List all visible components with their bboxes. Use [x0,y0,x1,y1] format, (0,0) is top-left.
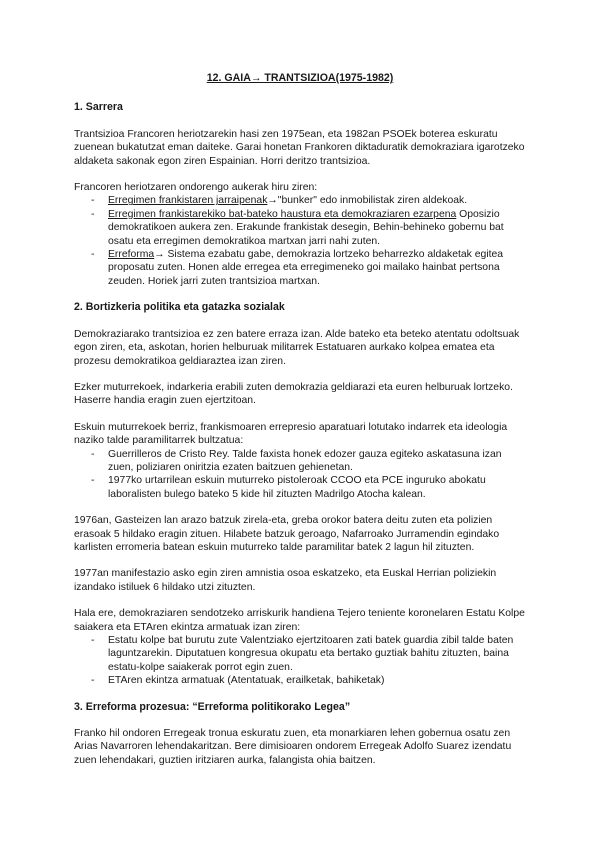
list-item [91,474,526,501]
section-heading-bortizkeria: 2. Bortizkeria politika eta gatazka sozialak [74,301,285,314]
list-dash: - [91,448,95,460]
list-item-text: 1977ko urtarrilean eskuin muturreko pistoleroak CCOO eta PCE inguruko abokatu laboralisten bulego bateko 5 kide hil zituzten Madrilgo Atocha kalean. [108,475,486,500]
list-dash: - [91,675,95,687]
list-item [91,194,526,207]
paragraph: Franko hil ondoren Erregeak tronua eskuratu zuen, eta monarkiaren lehen gobernua osatu zen Arias Navarroren lehendakaritzan. Bere dimisioaren ondorem Erregeak Adolfo Suarez izendatu zuen lehendakari, guztien iritziaren aurka, falangista ohia baitzen. [74,728,512,766]
paragraph: Francoren heriotzaren ondorengo aukerak hiru ziren: [74,182,318,194]
paragraph: Ezker muturrekoek, indarkeria erabili zuten demokrazia geldiarazi eta euren helburuak lortzeko. Haserre handia eragin zuen ejertzitoan. [74,381,513,407]
list-item-underlined: Erregimen frankistaren jarraipenak [108,195,268,207]
list-item-text: ETAren ekintza armatuak (Atentatuak, erailketak, bahiketak) [108,675,385,687]
paragraph: 1976an, Gasteizen lan arazo batzuk zirela-eta, greba orokor batera deitu zuten eta polizien erasoak 5 hildako eragin zituen. Hilabete batzuk geroago, Nafarroako Jurramendin egindako karlisten erromeria batean eskuin muturreko talde paramilitar batek 2 lagun hil zituzten. [74,515,500,553]
list-item [91,674,526,687]
list-item [91,208,526,248]
list-item-text: → Sistema ezabatu gabe, demokrazia lortzeko beharrezko aldaketak egitea proposatu zuten. Honen alde erregea eta erregimeneko goi mailako hainbat pertsona zeuden. Horiek jarri zuten trantsizioa martxan. [108,249,504,287]
document-title: 12. GAIA→ TRANTSIZIOA(1975-1982) [206,72,394,84]
list-item [91,248,526,288]
paragraph: Trantsizioa Francoren heriotzarekin hasi zen 1975ean, eta 1982an PSOEk boterea eskuratu zuenean bukatutzat eman daiteke. Garai honetan Frankoren diktaduratik demokraziara igarotzeko aldaketa sakonak egon ziren Espainian. Horri deritzo trantsizioa. [74,128,525,167]
list-item-underlined: Erregimen frankistarekiko bat-bateko haustura eta demokraziaren ezarpena [108,208,457,220]
list-dash: - [91,635,95,646]
paragraph: Hala ere, demokraziaren sendotzeko arriskurik handiena Tejero teniente koronelaren Estatu Kolpe saiakera eta ETAren ekintza armatuak izan ziren: [74,608,525,633]
paragraph: Eskuin muturrekoek berriz, frankismoaren errepresio aparatuari lotutako indarrek eta ideologia naziko talde paramilitarrek bultzatua: [74,421,508,447]
list-item-text: Oposizio demokratikoen aukera zen. Erakunde frankistak desegin, Behin-behineko gobernu bat osatu eta erregimen demokratikoa martxan jarri nahi zuten. [108,208,504,247]
list-item-text: →"bunker" edo inmobilistak ziren aldekoak. [267,195,468,207]
paragraph: 1977an manifestazio asko egin ziren amnistia osoa eskatzeko, eta Euskal Herrian poliziekin izandako istiluek 6 hildako utzi zituzten. [74,568,497,593]
list-item [91,448,526,475]
list-item-underlined: Erreforma [108,249,155,261]
paragraph: Demokraziarako trantsizioa ez zen batere erraza izan. Alde bateko eta beteko atentatu odoltsuak egon ziren, eta, askotan, horien helburuak militarrek Estatuaren aurkako kolpea ematea eta prozesu demokratikoa geldiaraztea izan ziren. [74,328,520,367]
groups-list [74,448,526,502]
list-item-text: Guerrilleros de Cristo Rey. Talde faxista honek edozer gauza egiteko askatasuna izan zuen, poliziaren oniritzia ezaten baitzuen gehienetan. [108,448,502,473]
list-dash: - [91,195,95,207]
list-dash: - [91,208,95,220]
list-dash: - [91,249,95,261]
threats-list [74,634,526,688]
options-list [74,194,526,288]
list-item [91,634,526,674]
section-heading-erreforma: 3. Erreforma prozesua: “Erreforma politikorako Legea” [74,700,351,713]
list-item-text: Estatu kolpe bat burutu zute Valentziako ejertzitoaren zati batek guardia zibil talde baten laguntzarekin. Diputatuen kongresua okupatu eta bertako guztiak bahitu zituzten, baina estatu-kolpe saiakerak porrot egin zuen. [108,635,514,673]
section-heading-sarrera: 1. Sarrera [74,101,123,114]
list-dash: - [91,475,95,487]
